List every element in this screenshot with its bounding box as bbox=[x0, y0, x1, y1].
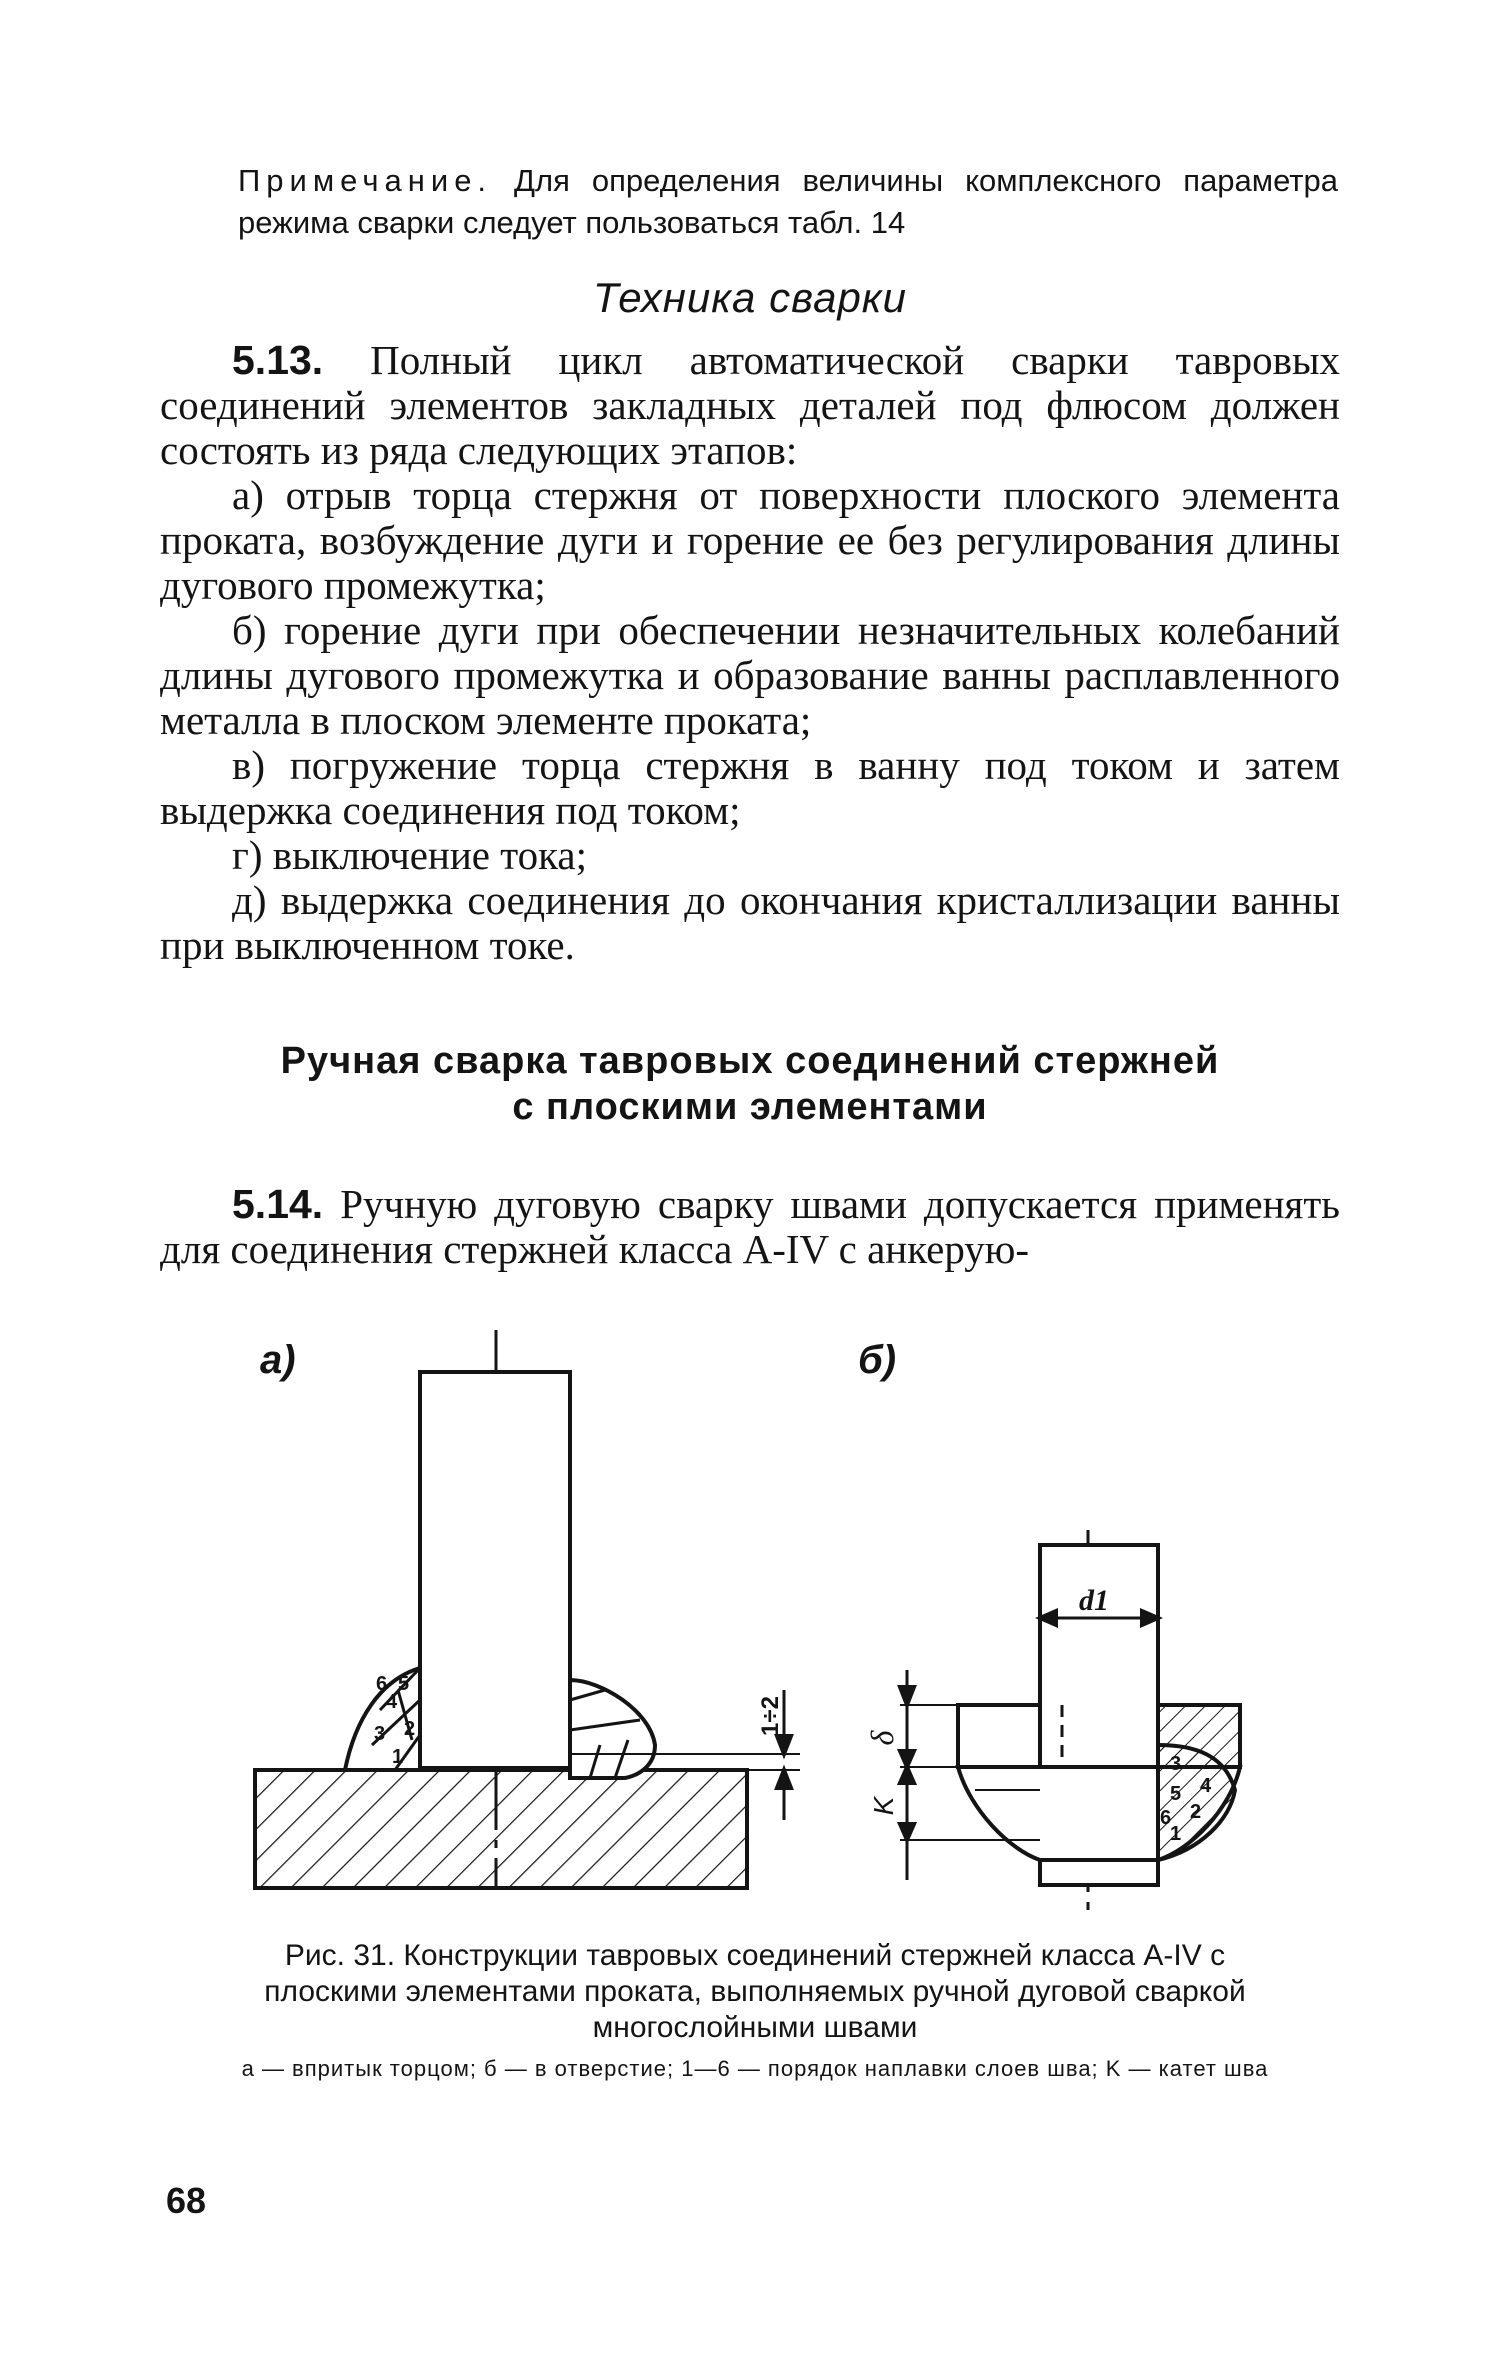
list-item: д) выдержка соединения до окончания кристаллизации ванны при выключенном токе. bbox=[160, 877, 1340, 968]
subheading-line-1: Ручная сварка тавровых соединений стержней bbox=[280, 1040, 1220, 1082]
rod-a bbox=[420, 1372, 570, 1768]
weld-number-a-3: 3 bbox=[374, 1723, 386, 1745]
figure-label-b: б) bbox=[858, 1338, 897, 1382]
weld-number-b-6: 6 bbox=[1160, 1807, 1172, 1829]
note-text: Для определения величины комплексного параметра режима сварки следует пользоваться табл. 14 bbox=[238, 163, 1338, 240]
paragraph-text: Ручную дуговую сварку швами допускается применять для соединения стержней класса А-IV с анкерую- bbox=[160, 1181, 1341, 1272]
weld-number-a-5: 5 bbox=[398, 1673, 410, 1695]
figure-label-a: а) bbox=[260, 1338, 296, 1382]
paragraph-text: Полный цикл автоматической сварки тавровых соединений элементов закладных деталей под флюсом должен состоять из ряда следующих этапов: bbox=[160, 337, 1340, 473]
k-dimension-label: K bbox=[868, 1796, 899, 1816]
figure-b bbox=[900, 1530, 1240, 1910]
list-item: в) погружение торца стержня в ванну под током и затем выдержка соединения под током; bbox=[160, 742, 1340, 833]
paragraph-number: 5.14. bbox=[232, 1181, 324, 1227]
figure-legend: а — впритык торцом; б — в отверстие; 1—6 — порядок наплавки слоев шва; K — катет шва bbox=[241, 2056, 1269, 2081]
figure-caption: Рис. 31. Конструкции тавровых соединений стержней класса А-IV с плоскими элементами проката, выполняемых ручной дуговой сваркой многослойными швами bbox=[264, 1939, 1246, 2044]
weld-number-b-4: 4 bbox=[1200, 1775, 1212, 1797]
list-item: г) выключение тока; bbox=[232, 832, 587, 878]
gap-dimension-label: 1÷2 bbox=[757, 1696, 784, 1736]
note-label: Примечание. bbox=[238, 163, 493, 198]
delta-dimension-label: δ bbox=[864, 1730, 900, 1746]
list-item: а) отрыв торца стержня от поверхности плоского элемента проката, возбуждение дуги и горение ее без регулирования длины дугового промежутка; bbox=[160, 472, 1340, 608]
figure-a bbox=[255, 1330, 800, 1890]
subheading-line-2: с плоскими элементами bbox=[512, 1086, 988, 1128]
weld-number-a-2: 2 bbox=[404, 1718, 416, 1740]
section-title: Техника сварки bbox=[592, 274, 907, 321]
list-item: б) горение дуги при обеспечении незначительных колебаний длины дугового промежутка и образование ванны расплавленного металла в плоском элементе проката; bbox=[160, 607, 1340, 743]
weld-number-a-6: 6 bbox=[376, 1673, 388, 1695]
weld-number-b-5: 5 bbox=[1170, 1783, 1182, 1805]
weld-number-b-3: 3 bbox=[1170, 1753, 1182, 1775]
weld-number-a-4: 4 bbox=[386, 1691, 398, 1713]
plate-a bbox=[255, 1770, 747, 1888]
weld-number-b-1: 1 bbox=[1170, 1823, 1182, 1845]
weld-number-b-2: 2 bbox=[1190, 1801, 1202, 1823]
page-number: 68 bbox=[166, 2180, 207, 2221]
d1-dimension-label: d1 bbox=[1079, 1584, 1109, 1617]
weld-number-a-1: 1 bbox=[392, 1746, 404, 1768]
paragraph-number: 5.13. bbox=[232, 337, 324, 383]
plate-b-left bbox=[958, 1705, 1040, 1767]
